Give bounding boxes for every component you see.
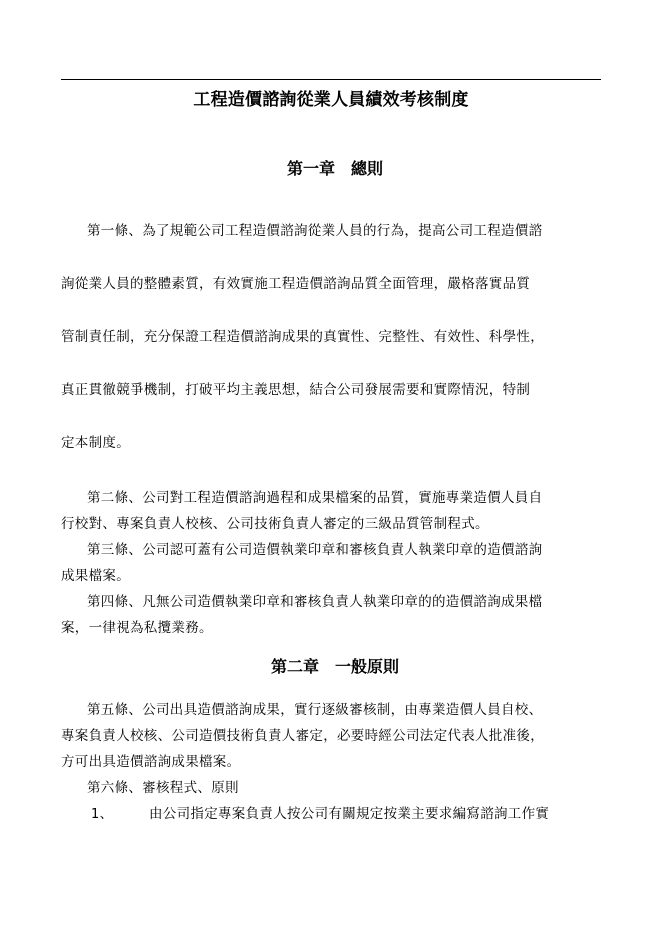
paragraph-line: 第二條、公司對工程造價諮詢過程和成果檔案的品質，實施專業造價人員自 bbox=[87, 490, 543, 506]
chapter-number: 第一章 bbox=[286, 159, 335, 178]
paragraph-line: 第一條、為了規範公司工程造價諮詢從業人員的行為，提高公司工程造價諮 bbox=[87, 223, 543, 239]
paragraph-line: 第六條、審核程式、原則 bbox=[87, 780, 239, 796]
paragraph-line: 行校對、專案負責人校核、公司技術負責人審定的三級品質管制程式。 bbox=[61, 516, 489, 532]
paragraph-line: 方可出具造價諮詢成果檔案。 bbox=[61, 754, 241, 770]
document-title: 工程造價諮詢從業人員績效考核制度 bbox=[193, 90, 469, 110]
chapter-heading-2 bbox=[4, 656, 662, 678]
article-1 bbox=[61, 219, 601, 484]
paragraph-line: 專案負責人校核、公司造價技術負責人審定，必要時經公司法定代表人批准後， bbox=[61, 728, 544, 744]
chapter-name: 總則 bbox=[351, 159, 384, 178]
list-item-line bbox=[61, 801, 601, 827]
article-3 bbox=[61, 537, 601, 589]
list-item-1 bbox=[61, 801, 601, 827]
chapter-number: 第二章 bbox=[270, 657, 319, 676]
list-item-text: 由公司指定專案負責人按公司有關規定按業主要求編寫諮詢工作實 bbox=[149, 806, 550, 822]
paragraph-line: 詢從業人員的整體素質，有效實施工程造價諮詢品質全面管理，嚴格落實品質 bbox=[61, 276, 531, 292]
chapter-name: 一般原則 bbox=[335, 657, 400, 676]
article-4 bbox=[61, 589, 601, 641]
header-rule bbox=[61, 79, 601, 80]
paragraph-line: 定本制度。 bbox=[61, 435, 130, 451]
paragraph-line: 案，一律視為私攬業務。 bbox=[61, 620, 213, 636]
paragraph-line: 第五條、公司出具造價諮詢成果，實行逐級審核制，由專業造價人員自校、 bbox=[87, 702, 543, 718]
article-6 bbox=[61, 775, 601, 801]
paragraph-line: 管制責任制，充分保證工程造價諮詢成果的真實性、完整性、有效性、科學性， bbox=[61, 329, 544, 345]
article-2 bbox=[61, 485, 601, 537]
chapter-heading-1 bbox=[4, 158, 662, 180]
paragraph-line: 成果檔案。 bbox=[61, 568, 130, 584]
article-5 bbox=[61, 697, 601, 775]
paragraph-line: 真正貫徹競爭機制，打破平均主義思想，結合公司發展需要和實際情況，特制 bbox=[61, 382, 531, 398]
list-item-number: 1、 bbox=[91, 807, 113, 822]
paragraph-line: 第四條、凡無公司造價執業印章和審核負責人執業印章的的造價諮詢成果檔 bbox=[87, 594, 543, 610]
paragraph-line: 第三條、公司認可蓋有公司造價執業印章和審核負責人執業印章的造價諮詢 bbox=[87, 542, 543, 558]
